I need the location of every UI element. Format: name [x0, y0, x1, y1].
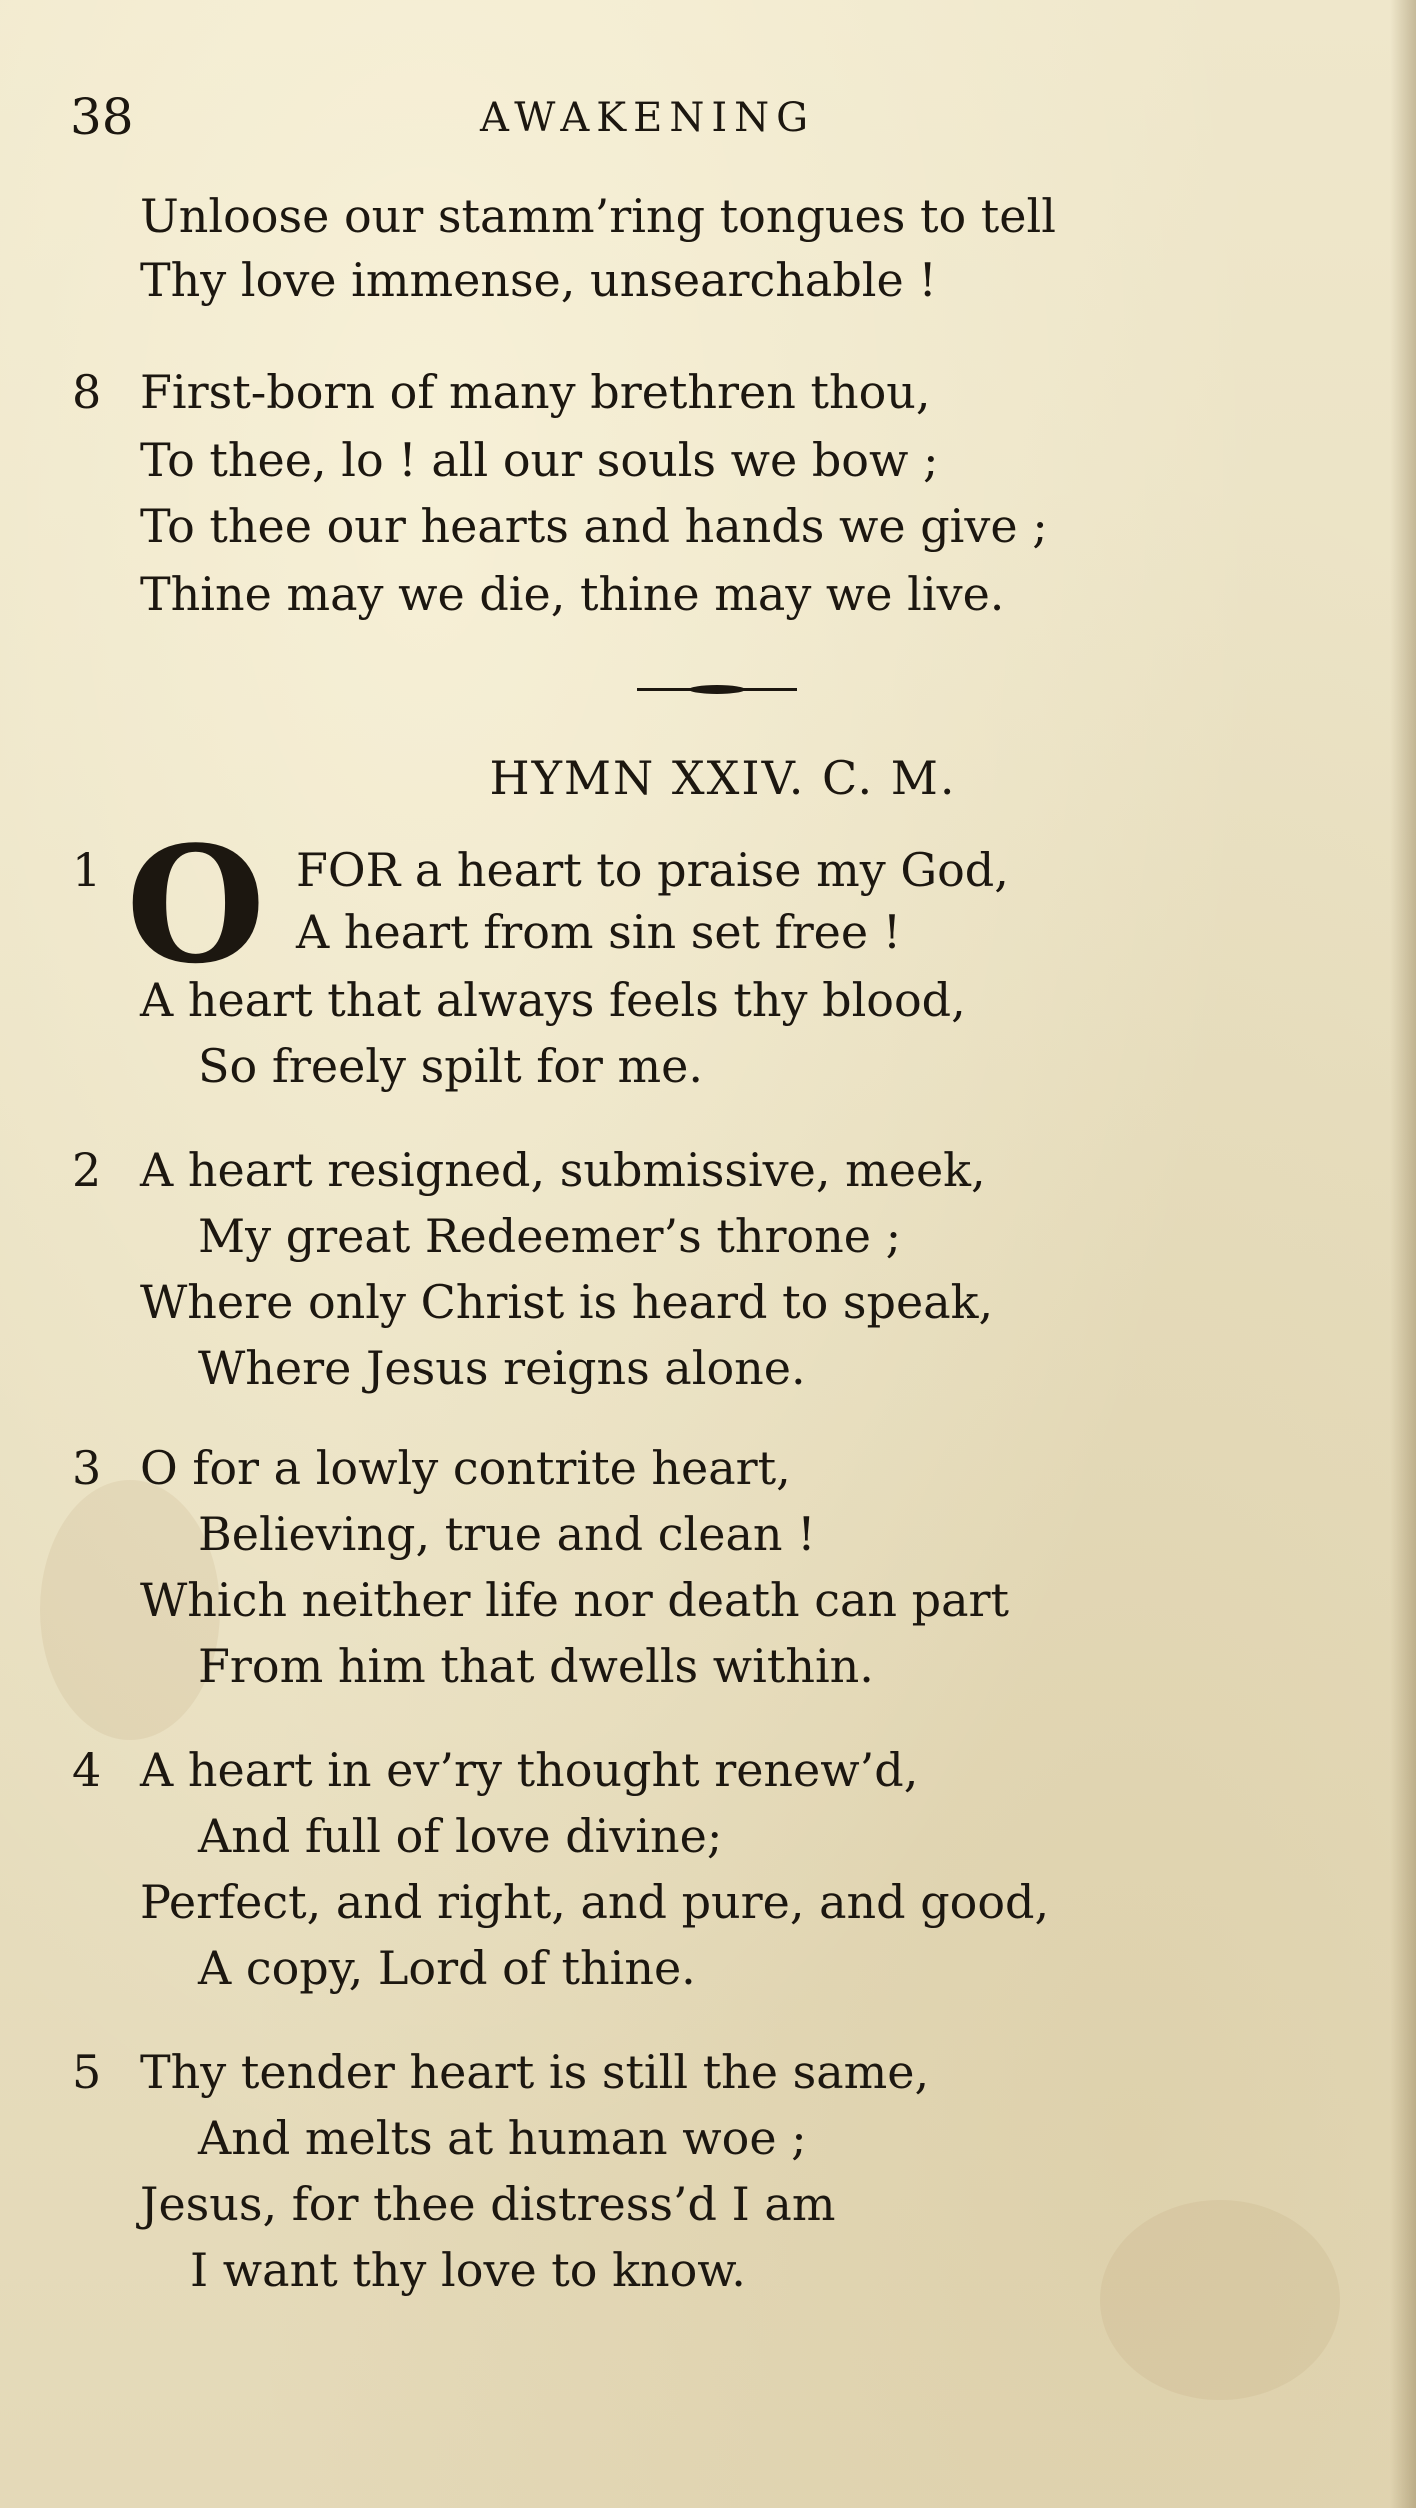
verse-line: First-born of many brethren thou,: [140, 365, 931, 419]
verse-line: To thee, lo ! all our souls we bow ;: [140, 433, 939, 487]
verse-line: And melts at human woe ;: [198, 2111, 807, 2165]
verse-line: A heart resigned, submissive, meek,: [140, 1143, 986, 1197]
verse-line: Believing, true and clean !: [198, 1507, 816, 1561]
verse-line: O for a lowly contrite heart,: [140, 1441, 791, 1495]
divider-swell: [689, 685, 745, 694]
verse-line: Thine may we die, thine may we live.: [140, 567, 1005, 621]
verse-line: A copy, Lord of thine.: [198, 1941, 696, 1995]
page-edge-shadow: [1390, 0, 1416, 2508]
verse-line: I want thy love to know.: [190, 2243, 746, 2297]
verse-line: A heart in ev’ry thought renew’d,: [140, 1743, 919, 1797]
verse-line: Unloose our stamm’ring tongues to tell: [140, 189, 1056, 243]
verse-line: FOR a heart to praise my God,: [296, 843, 1009, 897]
verse-line: A heart that always feels thy blood,: [140, 973, 966, 1027]
verse-line: Which neither life nor death can part: [140, 1573, 1009, 1627]
verse-line: Where only Christ is heard to speak,: [140, 1275, 994, 1329]
stanza-number: 3: [72, 1441, 102, 1495]
drop-cap: O: [126, 811, 266, 999]
stanza-number: 1: [72, 843, 102, 897]
stanza-number: 4: [72, 1743, 102, 1797]
verse-line: So freely spilt for me.: [198, 1039, 703, 1093]
running-head: AWAKENING: [480, 95, 816, 141]
stanza-number: 8: [72, 365, 102, 419]
verse-line: Thy love immense, unsearchable !: [140, 253, 937, 307]
verse-line: Thy tender heart is still the same,: [140, 2045, 930, 2099]
verse-line: To thee our hearts and hands we give ;: [140, 499, 1048, 553]
stanza-number: 2: [72, 1143, 102, 1197]
verse-line: Jesus, for thee distress’d I am: [140, 2177, 836, 2231]
verse-line: Perfect, and right, and pure, and good,: [140, 1875, 1050, 1929]
verse-line: My great Redeemer’s throne ;: [198, 1209, 902, 1263]
paper-stain: [1100, 2200, 1340, 2400]
page-header: [70, 82, 1270, 152]
verse-line: And full of love divine;: [198, 1809, 723, 1863]
stanza-number: 5: [72, 2045, 102, 2099]
verse-line: Where Jesus reigns alone.: [198, 1341, 806, 1395]
ornamental-divider: [637, 684, 797, 694]
verse-line: From him that dwells within.: [198, 1639, 874, 1693]
page-number: 38: [70, 88, 134, 146]
verse-line: A heart from sin set free !: [296, 905, 902, 959]
hymn-title: HYMN XXIV. C. M.: [489, 751, 957, 805]
